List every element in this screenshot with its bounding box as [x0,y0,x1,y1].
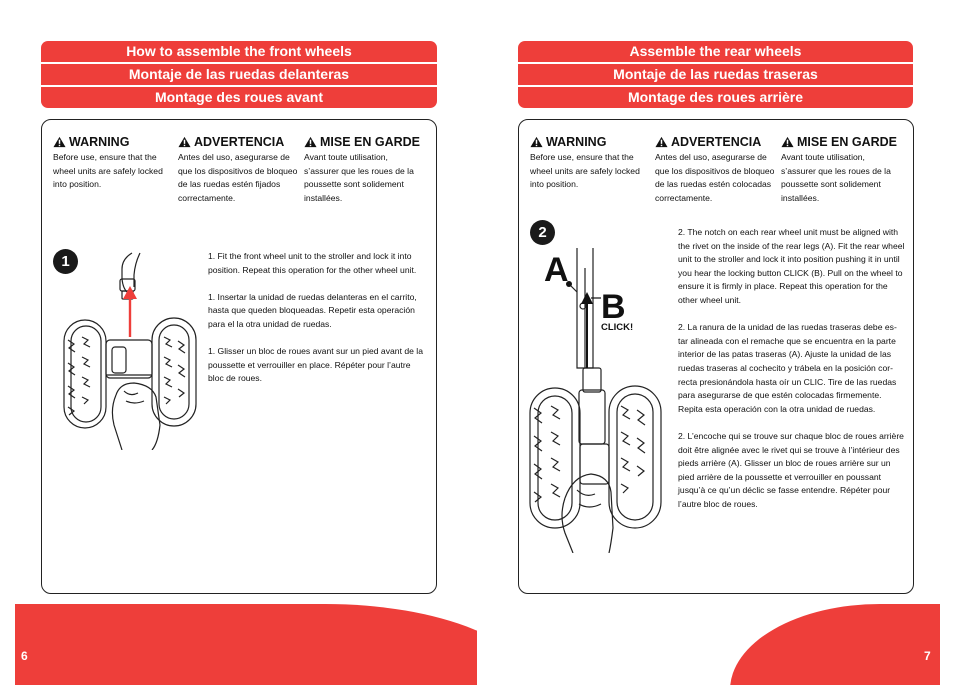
warning-en [530,134,650,192]
warning-body: Antes del uso, asegurarse de que los dispositivos de bloqueo de las ruedas estén colocadas correctamente. [655,152,775,203]
banner-title-fr: Montage des roues arrière [518,87,913,108]
warning-body: Avant toute utilisation, s’assurer que les roues de la poussette sont solidement installées. [304,152,414,203]
warning-en [53,134,173,192]
instructions-text [208,250,424,386]
footer-decoration [730,604,940,685]
warning-es [655,134,775,205]
instruction-panel [518,119,914,594]
step-badge-2: 2 [530,220,555,245]
warning-fr [304,134,424,205]
warning-icon [781,136,794,148]
banner-title-fr: Montage des roues avant [41,87,437,108]
page-7 [477,0,954,685]
instructions-text [678,226,906,511]
instruction-es: 2. La ranura de la unidad de las ruedas traseras debe es-tar alineada con el remache que se encuentra en la parte interior de las patas traseras (A). Ajuste la unidad de las ruedas traseras al cochecito y trábela en la posición cor-recta presionándola hasta oír un CLIC. Tire de las ruedas para asegurarse de que estén colocadas firmemente. Repita esta operación con la otra unidad de ruedas. [678,322,897,414]
warning-icon [530,136,543,148]
warning-icon [178,136,191,148]
banner-title-en: How to assemble the front wheels [41,41,437,62]
warning-icon [304,136,317,148]
instruction-fr: 1. Glisser un bloc de roues avant sur un pied avant de la poussette et verrouiller en place. Répéter pour l’autre bloc de roues. [208,346,423,384]
banner-title-es: Montaje de las ruedas delanteras [41,64,437,85]
warning-body: Before use, ensure that the wheel units are safely locked into position. [53,152,163,190]
label-a: A [544,251,569,289]
banner-title-es: Montaje de las ruedas traseras [518,64,913,85]
warning-body: Before use, ensure that the wheel units are safely locked into position. [530,152,640,190]
rear-wheel-illustration [525,248,665,553]
instruction-en: 2. The notch on each rear wheel unit must be aligned with the rivet on the inside of the rear legs (A). Fit the rear wheel unit to the stroller and lock it into position pushing it in until you hear the locking button CLICK (B). Pull on the wheel to ensure it is firmly in place. Repeat this operation for the other wheel unit. [678,227,905,305]
click-label: CLICK! [601,322,634,333]
front-wheel-illustration [60,245,210,450]
warning-icon [655,136,668,148]
warning-body: Avant toute utilisation, s’assurer que les roues de la poussette sont solidement installées. [781,152,891,203]
warning-fr [781,134,901,205]
instruction-panel [41,119,437,594]
warning-title: MISE EN GARDE [320,135,421,149]
warning-body: Antes del uso, asegurarse de que los dispositivos de bloqueo de las ruedas estén fijados correctamente. [178,152,298,203]
instruction-en: 1. Fit the front wheel unit to the stroller and lock it into position. Repeat this operation for the other wheel unit. [208,251,417,275]
warning-title: ADVERTENCIA [194,135,285,149]
warning-title: ADVERTENCIA [671,135,762,149]
warning-icon [53,136,66,148]
warning-es [178,134,298,205]
warning-title: MISE EN GARDE [797,135,898,149]
footer-decoration [15,604,477,685]
page-number: 6 [21,649,28,663]
banner-title-en: Assemble the rear wheels [518,41,913,62]
page-number: 7 [924,649,931,663]
instruction-es: 1. Insertar la unidad de ruedas delanteras en el carrito, hasta que queden bloqueadas. Repetir esta operación para el la otra unidad de ruedas. [208,291,417,329]
instruction-fr: 2. L’encoche qui se trouve sur chaque bloc de roues arrière doit être alignée avec le rivet qui se trouve à l’intérieur des pieds arrière (A). Glisser un bloc de roues arrière sur un pied arrière de la poussette et verrouiller en poussant jusqu’à ce qu’un déclic se fasse entendre. Répéter pour l’autre bloc de roues. [678,430,904,509]
label-b: B [601,288,626,326]
warning-title: WARNING [546,135,607,149]
step-badge-1: 1 [53,249,78,274]
warning-title: WARNING [69,135,130,149]
